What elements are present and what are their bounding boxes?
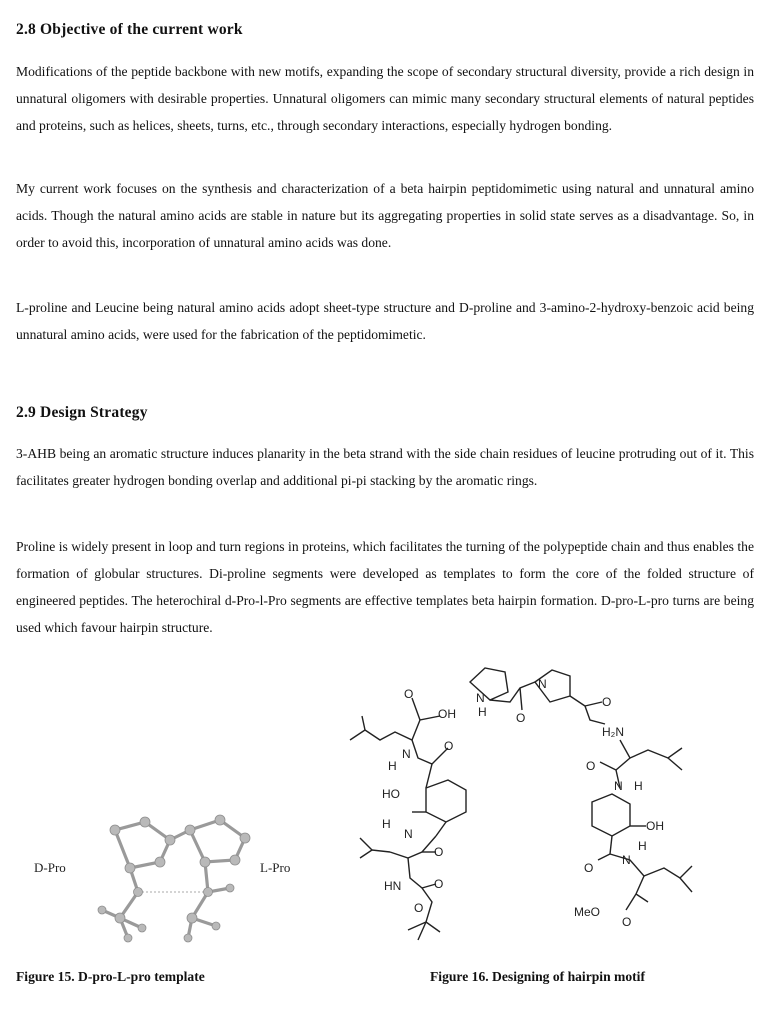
atom-hn-boc: HN — [384, 879, 402, 893]
atom-h2n: H₂N — [602, 725, 624, 739]
atom-ho-left: HO — [382, 787, 400, 801]
figure-15-ball-stick-model — [20, 800, 340, 950]
label-l-pro: L-Pro — [260, 860, 291, 875]
label-d-pro: D-Pro — [34, 860, 66, 875]
atom-oh-top: OH — [438, 707, 456, 721]
atom-o-pro-carbonyl: O — [516, 711, 526, 725]
paragraph-design-2: Proline is widely present in loop and turn regions in proteins, which facilitates the turning of the polypeptide chain and thus enables the formation of globular structures. Di-proline segments were developed as templates to form the core of the folded structure of engineered peptides. The heterochiral d-Pro-l-Pro segments are effective templates beta hairpin formation. D-pro-L-pro turns are being used which favour hairpin structure. — [16, 539, 754, 635]
atom-o-boc-carbonyl: O — [434, 877, 444, 891]
atom-n-pro2: N — [538, 677, 547, 691]
paragraph-objective-3: L-proline and Leucine being natural amino acids adopt sheet-type structure and D-proline and 3-amino-2-hydroxy-benzoic acid being unnatural amino acids, were used for the fabrication of the peptidomimetic. — [16, 300, 754, 342]
section-heading-objective: 2.8 Objective of the current work — [16, 21, 243, 38]
paragraph-design-1: 3-AHB being an aromatic structure induces planarity in the beta strand with the side chain residues of leucine protruding out of it. This facilitates greater hydrogen bonding overlap and additional pi-pi stacking by the aromatic rings. — [16, 446, 754, 488]
atom-h-right1: H — [634, 779, 643, 793]
atom-o-amide-left2: O — [434, 845, 444, 859]
paragraph-objective-1: Modifications of the peptide backbone with new motifs, expanding the scope of secondary structural diversity, provide a rich design in unnatural oligomers with desirable properties. Unnatural oligomers can mimic many secondary structural elements of natural peptides and proteins, such as helices, sheets, turns, etc., through secondary interactions, especially hydrogen bonding. — [16, 64, 754, 133]
atom-o-amide-right2: O — [584, 861, 594, 875]
figure-16-caption: Figure 16. Designing of hairpin motif — [430, 969, 645, 984]
atom-h-pro1: H — [478, 705, 487, 719]
atom-h-right2: H — [638, 839, 647, 853]
atom-o-amide-left1: O — [444, 739, 454, 753]
section-heading-design-strategy: 2.9 Design Strategy — [16, 404, 148, 421]
atom-o-pro-right: O — [602, 695, 612, 709]
atom-h-left1: H — [388, 759, 397, 773]
atom-n-left2: N — [404, 827, 413, 841]
atom-n-right2: N — [622, 853, 631, 867]
atom-o-ester: O — [622, 915, 632, 929]
atom-n-pro1: N — [476, 691, 485, 705]
atom-h-left2: H — [382, 817, 391, 831]
atom-o-amide-right1: O — [586, 759, 596, 773]
atom-oh-right: OH — [646, 819, 664, 833]
paragraph-objective-2: My current work focuses on the synthesis and characterization of a beta hairpin peptidomimetic using natural and unnatural amino acids. Though the natural amino acids are stable in nature but its aggregating properties in solid state serves as a disadvantage. So, in order to avoid this, incorporation of unnatural amino acids was done. — [16, 181, 754, 250]
figure-15-caption: Figure 15. D-pro-L-pro template — [16, 969, 205, 984]
figure-16-chemical-structure — [330, 640, 750, 950]
atom-meo: MeO — [574, 905, 601, 919]
atom-o-boc-ether: O — [414, 901, 424, 915]
atom-n-left1: N — [402, 747, 411, 761]
atom-n-right1: N — [614, 779, 623, 793]
atom-o-top-left: O — [404, 687, 414, 701]
